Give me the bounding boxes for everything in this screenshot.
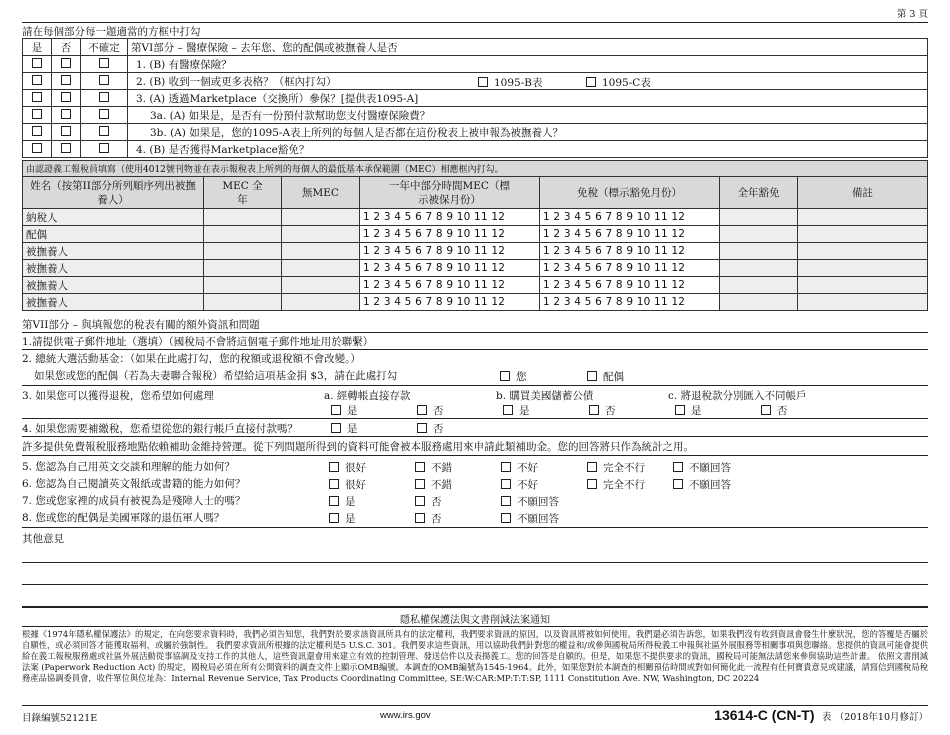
grant-note: 許多提供免費報稅服務地點依賴補助金維持營運。從下列問題所得到的資料可能會被本服務處用來申請此類補助金。您的回答將只作為統計之用。 [22, 441, 694, 453]
comments-line[interactable] [22, 562, 928, 563]
part7-q5: 5. 您認為自己用英文交談和理解的能力如何？ [22, 461, 235, 473]
rule [22, 606, 928, 608]
q4-no-checkbox[interactable] [61, 143, 71, 153]
page-number: 第 3 頁 [896, 9, 928, 20]
yes-label: 是 [345, 496, 356, 508]
part7-q7: 7. 您或您家裡的成員有被視為是殘障人士的嗎？ [22, 495, 246, 507]
q6-prefer-not-checkbox[interactable] [673, 479, 683, 489]
no-mec-cell[interactable] [282, 294, 360, 311]
no-mec-cell[interactable] [282, 226, 360, 243]
savings-bonds-yes-checkbox[interactable] [503, 405, 513, 415]
form-label: 表 [821, 712, 832, 723]
yes-label: 是 [691, 405, 702, 417]
exempt-months[interactable]: 1 2 3 4 5 6 7 8 9 10 11 12 [540, 209, 720, 226]
q2-unsure-checkbox[interactable] [99, 75, 109, 85]
not-good-label: 不好 [517, 479, 538, 491]
rule [22, 332, 928, 333]
prefer-not-label: 不願回答 [517, 496, 559, 508]
notes-cell[interactable] [798, 294, 928, 311]
full-exempt-cell[interactable] [720, 294, 798, 311]
form-number: 13614-C (CN-T) [714, 707, 815, 723]
part7-q1: 1.請提供電子郵件地址（選填）（國稅局不會將這個電子郵件地址用於聯繫） [22, 336, 374, 348]
q6-not-good-checkbox[interactable] [501, 479, 511, 489]
header-no-mec: 無MEC [282, 177, 360, 209]
split-yes-checkbox[interactable] [675, 405, 685, 415]
form-id [714, 707, 928, 723]
row-name: 納稅人 [23, 209, 204, 226]
mec-full-cell[interactable] [204, 260, 282, 277]
part7-q3: 3. 如果您可以獲得退稅，您希望如何處理 [22, 390, 214, 402]
q1-text: 1. (B) 有醫療保險？ [128, 56, 928, 73]
yes-label: 是 [519, 405, 530, 417]
header-exempt: 免稅（標示豁免月份） [540, 177, 720, 209]
part6-header-row [23, 39, 928, 56]
part7-q4: 4. 如果您需要補繳稅，您希望從您的銀行帳戶直接付款嗎？ [22, 423, 298, 435]
form-revision: （2018年10月修訂） [834, 712, 928, 723]
exempt-months[interactable]: 1 2 3 4 5 6 7 8 9 10 11 12 [540, 226, 720, 243]
q8-no-checkbox[interactable] [415, 513, 425, 523]
catalog-number: 目錄編號52121E [22, 713, 98, 724]
part7-q8: 8. 您或您的配偶是美國軍隊的退伍軍人嗎？ [22, 512, 225, 524]
partial-months[interactable]: 1 2 3 4 5 6 7 8 9 10 11 12 [360, 209, 540, 226]
part6-questions [22, 38, 928, 158]
prefer-not-label: 不願回答 [517, 513, 559, 525]
rule [22, 626, 928, 627]
q3b-unsure-checkbox[interactable] [99, 126, 109, 136]
form-1095c-label: 1095-C表 [602, 77, 651, 89]
form-1095b-label: 1095-B表 [494, 77, 543, 89]
exempt-months[interactable]: 1 2 3 4 5 6 7 8 9 10 11 12 [540, 294, 720, 311]
not-at-all-label: 完全不行 [603, 479, 645, 491]
rule [22, 527, 928, 528]
row-name: 被撫養人 [23, 277, 204, 294]
direct-deposit-no-checkbox[interactable] [417, 405, 427, 415]
privacy-body: 根據《1974年隱私權保護法》的規定，在向您要求資料時，我們必須告知您，我們對於要求該資訊所具有的法定權利，我們要求資訊的原因，以及資訊將被如何使用。我們還必須告訴您，如果我們沒有收到資訊會發生什麼狀況，您的答覆是否屬於自願性，或必須回答才能獲取福利，或屬於強制性。 我們要求資訊所根據的法定權利是5 U.S.C. 301。我們要求這些資訊，用以協助我們針對您的權益和/或參與國稅局所得稅義工申報與社區外展服務等相關事項與您聯絡。您提供的資訊可能會提供給在義工報稅服務處或社區外展活動從事協調及支持工作的其他人，這些資訊還會用來建立有效的控制管理、發送信件以及表揚義工。您的回答是自願的。但是，如果您不提供要求的資訊，國稅局可能無法請您來參與協助這些計畫。 依照文書削減法案 (Paperwork Reduction Act) 的規定，國稅局必須在所有公開資料的調查文件上顯示OMB編號。本調查的OMB編號為1545-1964。此外，如果您對於本調查的相關預估時間或對如何簡化此一流程有任何寶貴意見或建議，請寫信到國稅局稅務產品協調委員會，收件單位與位址為：Internal Revenue Service, Tax Products Coordinating Committee, SE:W:CAR:MP:T:T:SP, 1111 Constitution Ave. NW, Washington, DC 20224 [22, 629, 928, 683]
row-name: 配偶 [23, 226, 204, 243]
full-exempt-cell[interactable] [720, 260, 798, 277]
q3a-yes-checkbox[interactable] [32, 109, 42, 119]
part7-q2: 2. 總統大選活動基金：（如果在此處打勾，您的稅額或退稅額不會改變。） [22, 353, 361, 365]
row-name: 被撫養人 [23, 243, 204, 260]
refund-split-label: c. 將退稅款分別匯入不同帳戶 [668, 390, 807, 402]
notes-cell[interactable] [798, 243, 928, 260]
fund-you-checkbox[interactable] [500, 371, 510, 381]
header-full-exempt: 全年豁免 [720, 177, 798, 209]
not-good-label: 不好 [517, 462, 538, 474]
header-notes: 備註 [798, 177, 928, 209]
row-name: 被撫養人 [23, 260, 204, 277]
q6-good-checkbox[interactable] [415, 479, 425, 489]
col-unsure: 不確定 [81, 39, 128, 56]
q7-no-checkbox[interactable] [415, 496, 425, 506]
notes-cell[interactable] [798, 277, 928, 294]
fund-spouse-label: 配偶 [603, 371, 624, 383]
no-label: 否 [431, 513, 442, 525]
partial-months[interactable]: 1 2 3 4 5 6 7 8 9 10 11 12 [360, 277, 540, 294]
q8-prefer-not-checkbox[interactable] [501, 513, 511, 523]
no-mec-cell[interactable] [282, 209, 360, 226]
q5-good-checkbox[interactable] [415, 462, 425, 472]
q7-yes-checkbox[interactable] [329, 496, 339, 506]
savings-bonds-no-checkbox[interactable] [589, 405, 599, 415]
q3b-text: 3b. (A) 如果是，您的1095-A表上所列的每個人是否都在這份稅表上被申報為被撫養人？ [128, 124, 928, 141]
part6-q3a-row [23, 107, 928, 124]
q5-very-good-checkbox[interactable] [329, 462, 339, 472]
comments-line[interactable] [22, 584, 928, 585]
col-no: 否 [52, 39, 81, 56]
q8-yes-checkbox[interactable] [329, 513, 339, 523]
part6-heading: 第VI部分 – 醫療保險 – 去年您、您的配偶或被撫養人是否 [128, 39, 928, 56]
split-no-checkbox[interactable] [761, 405, 771, 415]
q3b-no-checkbox[interactable] [61, 126, 71, 136]
q4-unsure-checkbox[interactable] [99, 143, 109, 153]
refund-direct-deposit-label: a. 經轉帳直接存款 [324, 390, 411, 402]
mec-header-row [23, 177, 928, 209]
partial-months[interactable]: 1 2 3 4 5 6 7 8 9 10 11 12 [360, 294, 540, 311]
footer-rule [22, 705, 928, 706]
q1-yes-checkbox[interactable] [32, 58, 42, 68]
refund-savings-bonds-label: b. 購買美國儲蓄公債 [496, 390, 594, 402]
no-label: 否 [431, 496, 442, 508]
no-label: 否 [605, 405, 616, 417]
part7-q6: 6. 您認為自己閱讀英文報紙或書籍的能力如何？ [22, 478, 246, 490]
form-1095b-checkbox[interactable] [478, 77, 488, 87]
yes-label: 是 [345, 513, 356, 525]
q5-prefer-not-checkbox[interactable] [673, 462, 683, 472]
no-label: 否 [777, 405, 788, 417]
q2-no-checkbox[interactable] [61, 75, 71, 85]
full-exempt-cell[interactable] [720, 243, 798, 260]
header-partial-mec: 一年中部分時間MEC（標示被保月份） [360, 177, 540, 209]
mec-row [23, 294, 928, 311]
rule [22, 436, 928, 437]
instruction: 請在每個部分每一題適當的方框中打勾 [22, 26, 201, 38]
part6-q3b-row [23, 124, 928, 141]
part7-q2-sub: 如果您或您的配偶（若為夫妻聯合報稅）希望給這項基金捐 $3，請在此處打勾 [34, 370, 398, 382]
mec-row [23, 243, 928, 260]
q3a-unsure-checkbox[interactable] [99, 109, 109, 119]
q6-very-good-checkbox[interactable] [329, 479, 339, 489]
q2-yes-checkbox[interactable] [32, 75, 42, 85]
mec-full-cell[interactable] [204, 277, 282, 294]
partial-months[interactable]: 1 2 3 4 5 6 7 8 9 10 11 12 [360, 260, 540, 277]
rule [22, 418, 928, 419]
q5-not-at-all-checkbox[interactable] [587, 462, 597, 472]
full-exempt-cell[interactable] [720, 209, 798, 226]
certified-note: 由認證義工報稅員填寫（使用4012號刊物並在表示報稅表上所列的每個人的最低基本承保範圍（MEC）相應框內打勾。 [23, 161, 928, 177]
mec-full-cell[interactable] [204, 226, 282, 243]
q1-no-checkbox[interactable] [61, 58, 71, 68]
q3-yes-checkbox[interactable] [32, 92, 42, 102]
mec-full-cell[interactable] [204, 209, 282, 226]
direct-deposit-yes-checkbox[interactable] [331, 405, 341, 415]
part7-heading: 第VII部分 – 與填報您的稅表有關的額外資訊和問題 [22, 319, 260, 331]
full-exempt-cell[interactable] [720, 277, 798, 294]
rule [22, 455, 928, 456]
partial-months[interactable]: 1 2 3 4 5 6 7 8 9 10 11 12 [360, 226, 540, 243]
other-comments-label: 其他意見 [22, 533, 64, 545]
q3-unsure-checkbox[interactable] [99, 92, 109, 102]
mec-row [23, 209, 928, 226]
yes-label: 是 [347, 423, 358, 435]
partial-months[interactable]: 1 2 3 4 5 6 7 8 9 10 11 12 [360, 243, 540, 260]
no-mec-cell[interactable] [282, 260, 360, 277]
mec-full-cell[interactable] [204, 294, 282, 311]
prefer-not-label: 不願回答 [689, 462, 731, 474]
privacy-title: 隱私權保護法與文書削減法案通知 [400, 615, 550, 626]
very-good-label: 很好 [345, 462, 366, 474]
row-name: 被撫養人 [23, 294, 204, 311]
yes-label: 是 [347, 405, 358, 417]
header-name: 姓名（按第II部分所列順序列出被撫養人） [23, 177, 204, 209]
no-mec-cell[interactable] [282, 277, 360, 294]
part6-q1-row [23, 56, 928, 73]
q1-unsure-checkbox[interactable] [99, 58, 109, 68]
q6-not-at-all-checkbox[interactable] [587, 479, 597, 489]
form-1095c-checkbox[interactable] [586, 77, 596, 87]
q3a-no-checkbox[interactable] [61, 109, 71, 119]
part6-q4-row [23, 141, 928, 158]
no-label: 否 [433, 423, 444, 435]
not-at-all-label: 完全不行 [603, 462, 645, 474]
q4-yes-checkbox[interactable] [32, 143, 42, 153]
top-rule [22, 22, 928, 23]
q2-text: 2. (B) 收到一個或更多表格？（框內打勾） [136, 75, 337, 88]
q3b-yes-checkbox[interactable] [32, 126, 42, 136]
header-mec-full: MEC 全年 [204, 177, 282, 209]
no-label: 否 [433, 405, 444, 417]
no-mec-cell[interactable] [282, 243, 360, 260]
mec-row [23, 260, 928, 277]
col-yes: 是 [23, 39, 52, 56]
irs-url: www.irs.gov [380, 710, 431, 721]
very-good-label: 很好 [345, 479, 366, 491]
part6-q2-row [23, 73, 928, 90]
good-label: 不錯 [431, 462, 452, 474]
mec-note-row [23, 161, 928, 177]
email-line[interactable] [22, 349, 928, 350]
mec-row [23, 226, 928, 243]
q5-not-good-checkbox[interactable] [501, 462, 511, 472]
good-label: 不錯 [431, 479, 452, 491]
notes-cell[interactable] [798, 260, 928, 277]
q3-no-checkbox[interactable] [61, 92, 71, 102]
full-exempt-cell[interactable] [720, 226, 798, 243]
mec-full-cell[interactable] [204, 243, 282, 260]
q3a-text: 3a. (A) 如果是，是否有一份預付款幫助您支付醫療保險費？ [128, 107, 928, 124]
mec-row [23, 277, 928, 294]
notes-cell[interactable] [798, 209, 928, 226]
fund-you-label: 您 [516, 371, 527, 383]
prefer-not-label: 不願回答 [689, 479, 731, 491]
notes-cell[interactable] [798, 226, 928, 243]
q4-yes-checkbox[interactable] [331, 423, 341, 433]
exempt-months[interactable]: 1 2 3 4 5 6 7 8 9 10 11 12 [540, 260, 720, 277]
q7-prefer-not-checkbox[interactable] [501, 496, 511, 506]
q3-text: 3. (A) 透過Marketplace（交換所）參保？[提供表1095-A] [128, 90, 928, 107]
q4-no-checkbox[interactable] [417, 423, 427, 433]
q4-text: 4. (B) 是否獲得Marketplace豁免？ [128, 141, 928, 158]
rule [22, 385, 928, 386]
fund-spouse-checkbox[interactable] [587, 371, 597, 381]
exempt-months[interactable]: 1 2 3 4 5 6 7 8 9 10 11 12 [540, 243, 720, 260]
part6-q3-row [23, 90, 928, 107]
exempt-months[interactable]: 1 2 3 4 5 6 7 8 9 10 11 12 [540, 277, 720, 294]
mec-table [22, 160, 928, 311]
